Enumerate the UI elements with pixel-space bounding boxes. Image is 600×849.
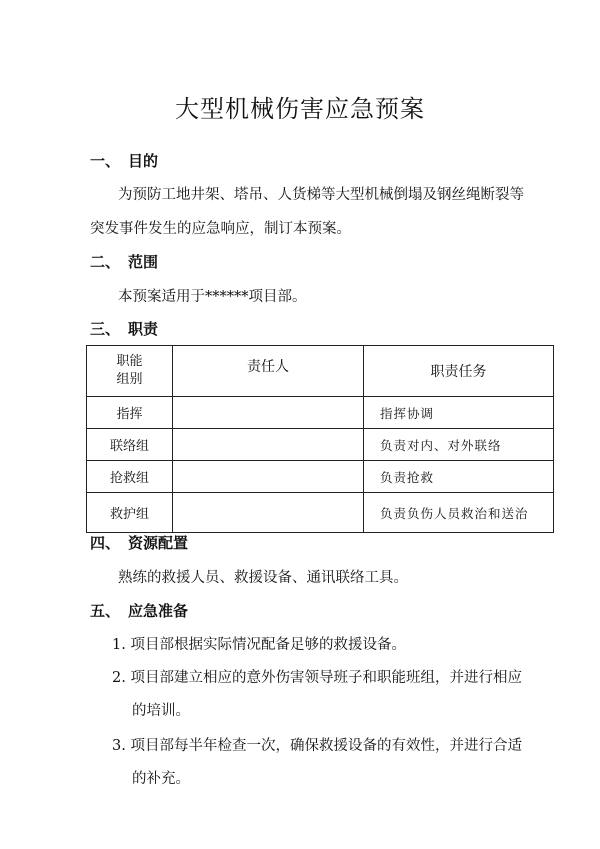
list-item	[112, 666, 522, 687]
list-item-text: 项目部每半年检查一次，确保救援设备的有效性，并进行合适	[130, 738, 522, 754]
section-heading-scope	[90, 251, 158, 272]
row-group: 抢救组	[87, 461, 173, 493]
row-group: 指挥	[87, 397, 173, 429]
section-heading-preparation	[90, 600, 188, 621]
resources-line: 熟练的救援人员、救援设备、通讯联络工具。	[118, 570, 408, 586]
table-row	[87, 397, 554, 429]
row-task: 负责负伤人员救治和送治	[364, 493, 554, 533]
row-group: 救护组	[87, 493, 173, 533]
scope-line: 本预案适用于******项目部。	[118, 289, 307, 305]
list-item	[112, 633, 406, 654]
duty-table	[86, 345, 554, 533]
row-task: 负责抢救	[364, 461, 554, 493]
table-row	[87, 429, 554, 461]
section-heading-resources	[90, 532, 188, 553]
row-person	[173, 397, 364, 429]
section-heading-duties	[90, 318, 158, 339]
purpose-line-2: 突发事件发生的应急响应，制订本预案。	[90, 221, 351, 237]
row-person	[173, 429, 364, 461]
header-person: 责任人	[173, 346, 364, 397]
section-title: 应急准备	[128, 602, 189, 620]
header-group-line-2: 组别	[116, 372, 143, 387]
section-heading-purpose	[90, 150, 158, 171]
table-header-row	[87, 346, 554, 397]
section-title: 职责	[128, 320, 159, 338]
list-item	[112, 734, 522, 755]
section-number: 二、	[90, 253, 121, 271]
row-task: 负责对内、对外联络	[364, 429, 554, 461]
list-item-number: 1.	[112, 637, 126, 653]
section-number: 三、	[90, 320, 121, 338]
table-row	[87, 493, 554, 533]
list-item-continuation: 的培训。	[132, 703, 190, 719]
section-number: 五、	[90, 602, 121, 620]
list-item-text: 项目部根据实际情况配备足够的救援设备。	[130, 637, 406, 653]
header-group	[87, 346, 173, 397]
row-task: 指挥协调	[364, 397, 554, 429]
header-group-line-1: 职能	[116, 354, 143, 369]
row-person	[173, 461, 364, 493]
list-item-number: 3.	[112, 738, 126, 754]
row-person	[173, 493, 364, 533]
section-title: 范围	[128, 253, 159, 271]
section-number: 四、	[90, 534, 121, 552]
list-item-text: 项目部建立相应的意外伤害领导班子和职能班组，并进行相应	[130, 670, 522, 686]
section-title: 目的	[128, 152, 159, 170]
header-task: 职责任务	[364, 346, 554, 397]
section-title: 资源配置	[128, 534, 189, 552]
table-row	[87, 461, 554, 493]
list-item-number: 2.	[112, 670, 126, 686]
purpose-line-1: 为预防工地井架、塔吊、人货梯等大型机械倒塌及钢丝绳断裂等	[118, 187, 524, 203]
row-group: 联络组	[87, 429, 173, 461]
list-item-continuation: 的补充。	[132, 771, 190, 787]
document-title: 大型机械伤害应急预案	[175, 95, 425, 123]
section-number: 一、	[90, 152, 121, 170]
